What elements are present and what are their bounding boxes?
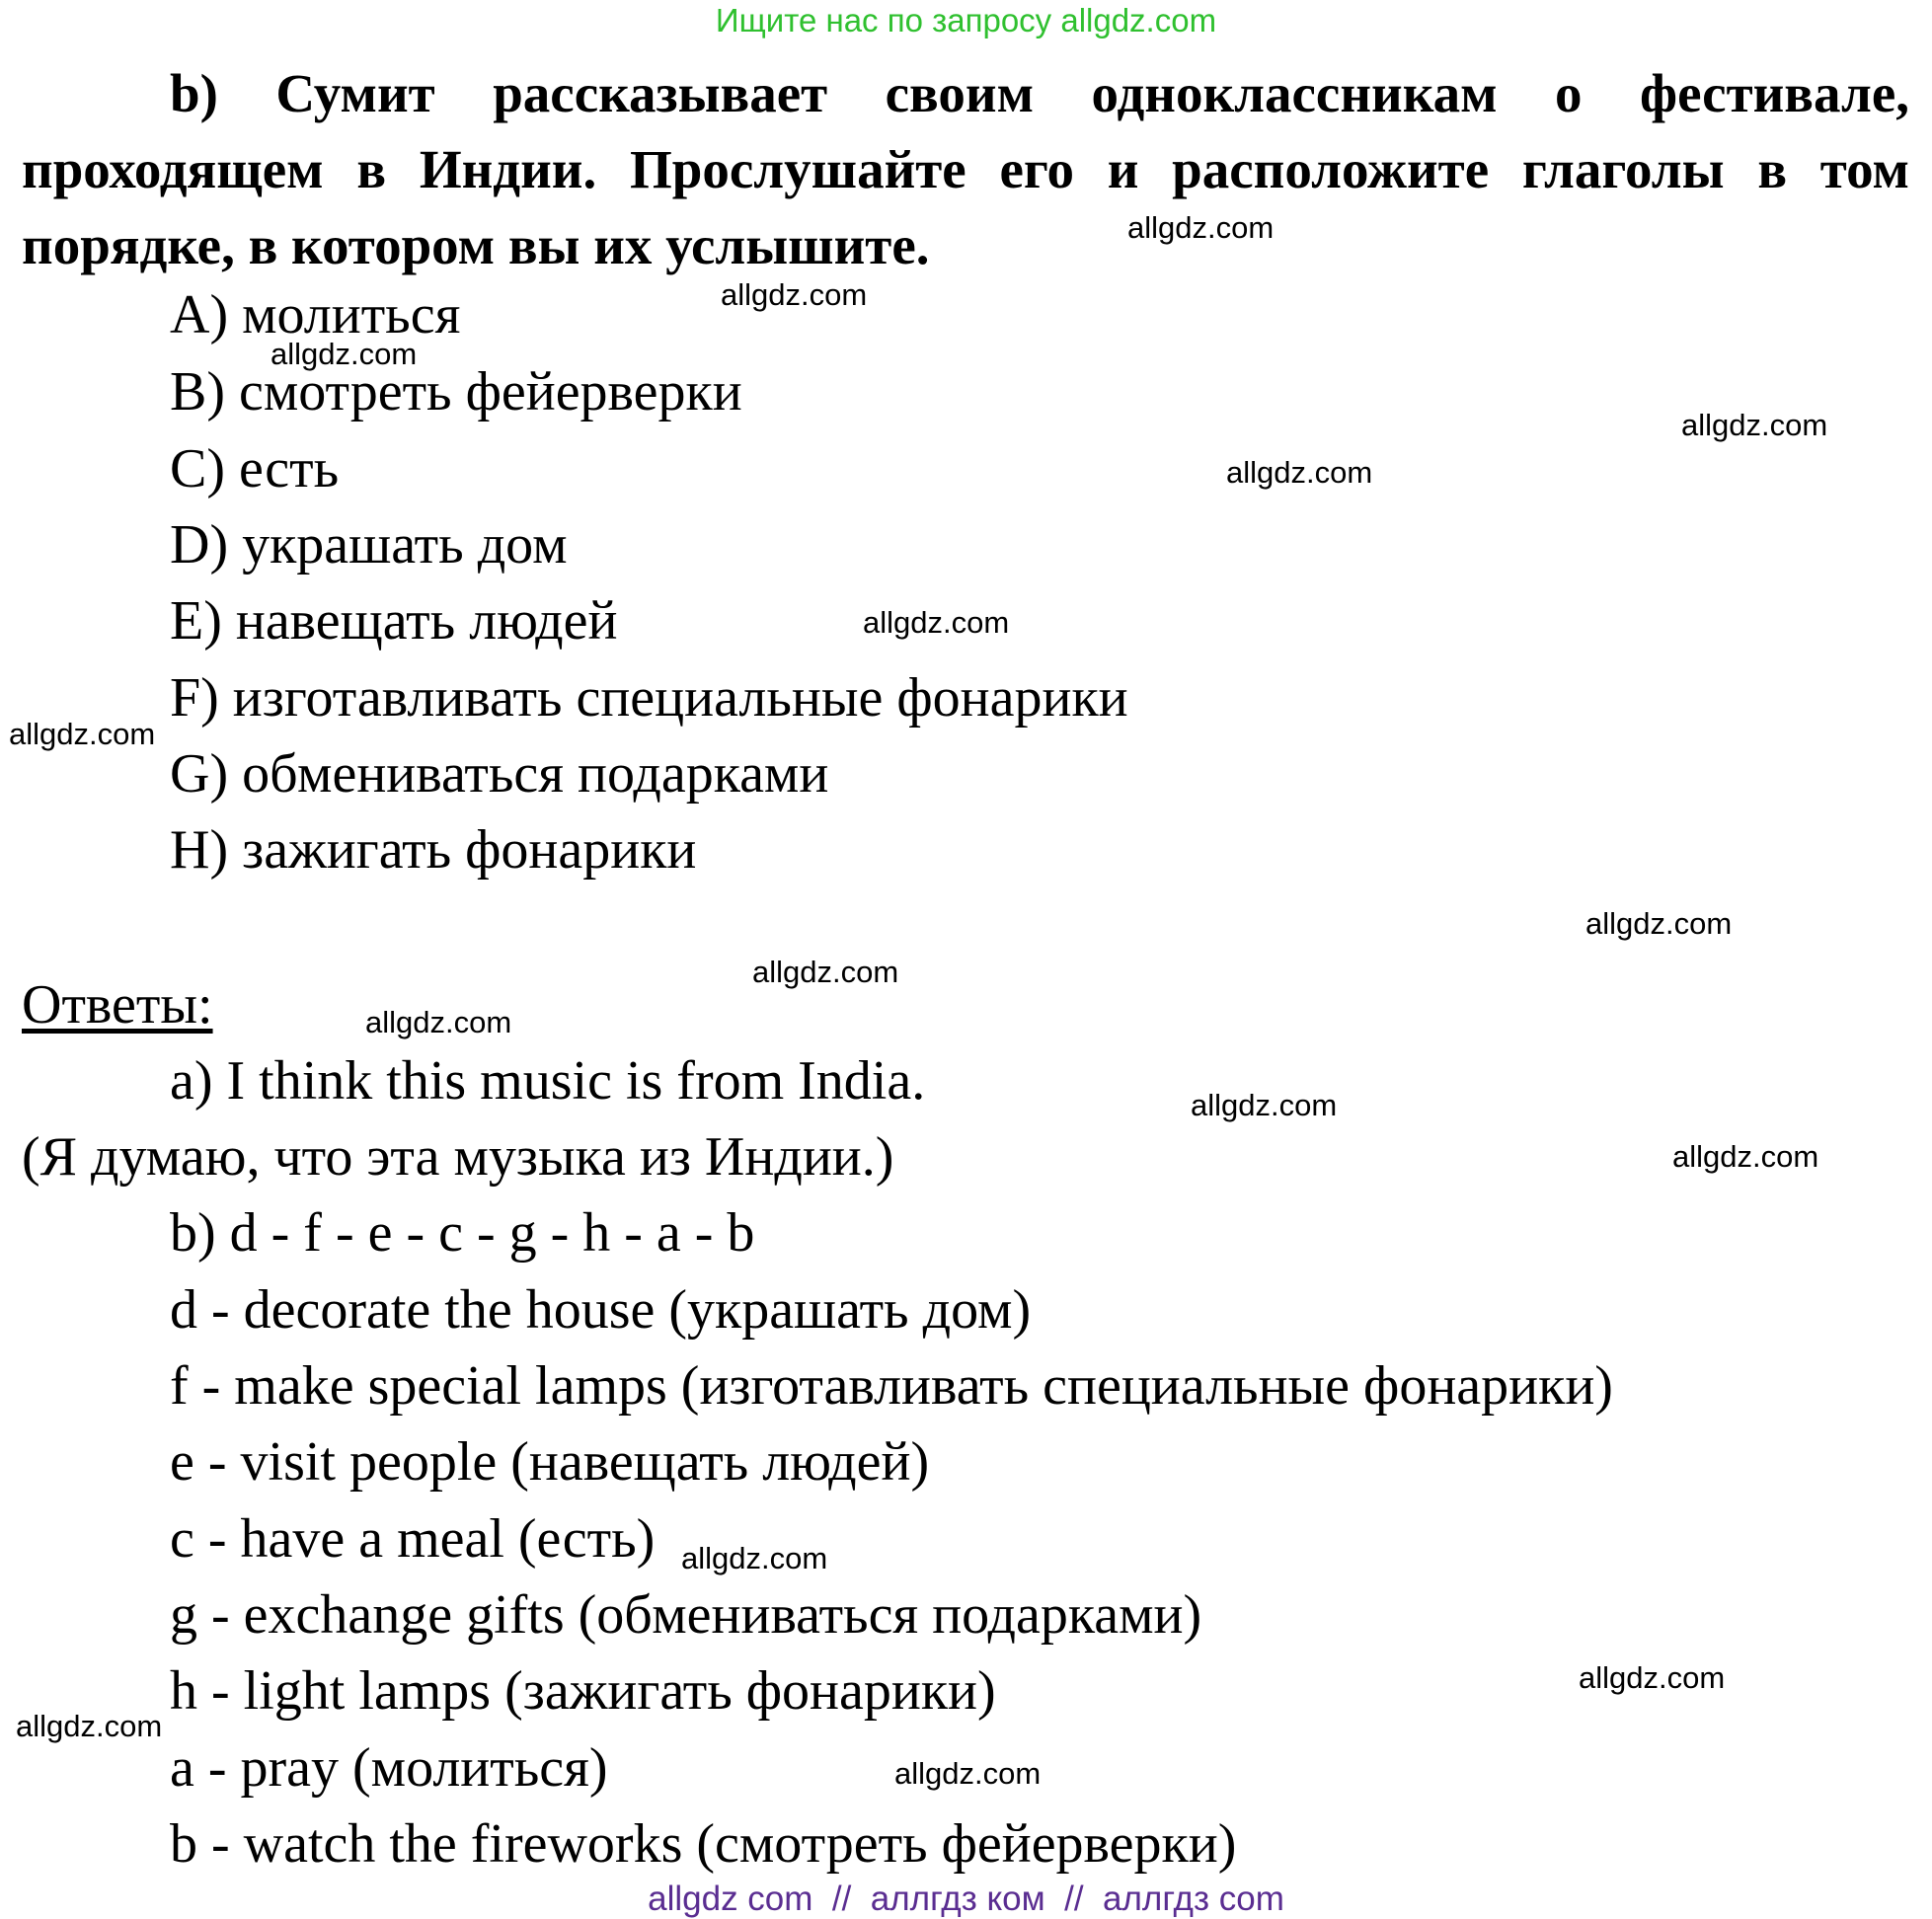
- answer-item-f: f - make special lamps (изготавливать специальные фонарики): [170, 1355, 1613, 1417]
- option-b: B) смотреть фейерверки: [170, 361, 742, 422]
- answer-a-english: a) I think this music is from India.: [170, 1050, 926, 1112]
- answer-item-c: c - have a meal (есть): [170, 1508, 656, 1570]
- watermark: allgdz.com: [681, 1541, 828, 1575]
- watermark: allgdz.com: [894, 1756, 1042, 1791]
- watermark: allgdz.com: [365, 1005, 512, 1039]
- watermark: allgdz.com: [1579, 1660, 1726, 1695]
- option-g: G) обмениваться подарками: [170, 743, 829, 805]
- answer-item-a: a - pray (молиться): [170, 1737, 608, 1799]
- watermark: allgdz.com: [16, 1709, 163, 1743]
- option-a: A) молиться: [170, 284, 461, 345]
- option-h: H) зажигать фонарики: [170, 819, 697, 881]
- answer-item-h: h - light lamps (зажигать фонарики): [170, 1660, 996, 1722]
- answer-item-e: e - visit people (навещать людей): [170, 1431, 930, 1493]
- watermark: allgdz.com: [863, 605, 1010, 640]
- watermark: allgdz.com: [1585, 906, 1733, 941]
- watermark: allgdz.com: [752, 955, 899, 989]
- option-d: D) украшать дом: [170, 514, 568, 576]
- site-banner: Ищите нас по запросу allgdz.com: [715, 2, 1217, 38]
- answer-item-d: d - decorate the house (украшать дом): [170, 1279, 1032, 1341]
- option-f: F) изготавливать специальные фонарики: [170, 667, 1128, 729]
- watermark: allgdz.com: [1226, 455, 1373, 490]
- watermark: allgdz.com: [9, 717, 156, 751]
- watermark: allgdz.com: [1672, 1139, 1819, 1174]
- answer-item-g: g - exchange gifts (обмениваться подарками): [170, 1584, 1202, 1646]
- answer-b-order: b) d - f - e - c - g - h - a - b: [170, 1202, 755, 1264]
- task-prompt: b) Сумит рассказывает своим одноклассникам о фестивале, проходящем в Индии. Прослушайте его и расположите глаголы в том порядке, в котором вы их услышите.: [22, 63, 1909, 275]
- watermark: allgdz.com: [1681, 408, 1828, 442]
- option-c: C) есть: [170, 438, 340, 499]
- watermark: allgdz.com: [721, 277, 868, 312]
- answers-title: Ответы:: [22, 974, 213, 1036]
- site-footer: allgdz com // аллгдз ком // аллгдз com: [648, 1880, 1284, 1918]
- answer-a-russian: (Я думаю, что эта музыка из Индии.): [22, 1126, 894, 1188]
- watermark: allgdz.com: [1127, 210, 1275, 245]
- option-e: E) навещать людей: [170, 590, 618, 652]
- watermark: allgdz.com: [1191, 1088, 1338, 1122]
- answer-item-b: b - watch the fireworks (смотреть фейерверки): [170, 1813, 1237, 1875]
- watermark: allgdz.com: [270, 337, 418, 371]
